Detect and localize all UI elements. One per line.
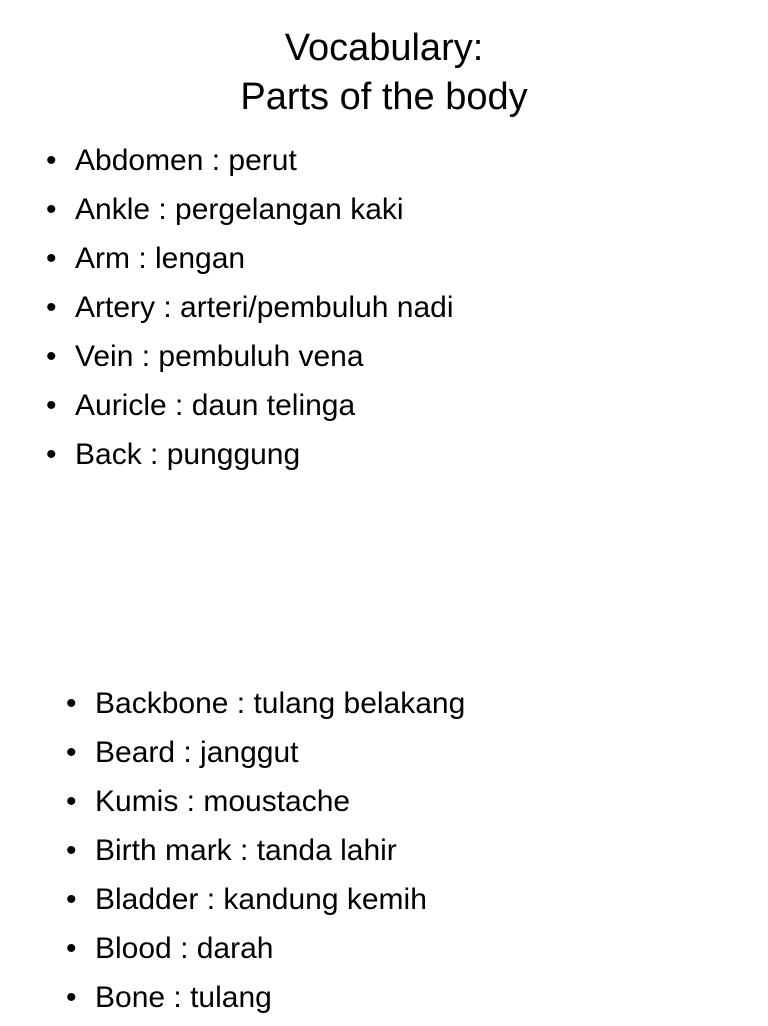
list-item: [46, 140, 466, 181]
bullet: •: [66, 785, 77, 818]
item-text: Backbone : tulang belakang: [95, 687, 466, 720]
bullet: •: [46, 389, 57, 422]
list-item: [46, 385, 466, 426]
list-item: [66, 928, 706, 969]
item-text: Ankle : pergelangan kaki: [75, 193, 404, 226]
bullet: •: [66, 981, 77, 1014]
list-item: [66, 977, 706, 1018]
list-item: [46, 189, 466, 230]
vocabulary-list-1: [46, 140, 466, 483]
list-item: [46, 287, 466, 328]
item-text: Bone : tulang: [95, 981, 272, 1014]
bullet: •: [46, 291, 57, 324]
list-item: [46, 434, 466, 475]
item-text: Beard : janggut: [95, 736, 299, 769]
bullet: •: [46, 193, 57, 226]
list-item: [46, 336, 466, 377]
title-line-1: Vocabulary:: [284, 27, 484, 69]
bullet: •: [46, 340, 57, 373]
list-item: [66, 683, 706, 724]
item-text: Birth mark : tanda lahir: [95, 834, 397, 867]
item-text: Kumis : moustache: [95, 785, 351, 818]
item-text: Auricle : daun telinga: [75, 389, 356, 422]
bullet: •: [66, 687, 77, 720]
bullet: •: [46, 144, 57, 177]
bullet: •: [66, 932, 77, 965]
list-item: [66, 879, 706, 920]
list-item: [66, 830, 706, 871]
item-text: Blood : darah: [95, 932, 274, 965]
vocabulary-list-2: [66, 683, 706, 1026]
bullet: •: [66, 736, 77, 769]
item-text: Abdomen : perut: [75, 144, 297, 177]
list-item: [46, 238, 466, 279]
item-text: Artery : arteri/pembuluh nadi: [75, 291, 454, 324]
bullet: •: [66, 834, 77, 867]
bullet: •: [46, 242, 57, 275]
item-text: Vein : pembuluh vena: [75, 340, 364, 373]
list-item: [66, 781, 706, 822]
item-text: Bladder : kandung kemih: [95, 883, 427, 916]
list-item: [66, 732, 706, 773]
item-text: Arm : lengan: [75, 242, 246, 275]
bullet: •: [46, 438, 57, 471]
title-line-2: Parts of the body: [240, 76, 528, 118]
page-title: [0, 24, 768, 122]
item-text: Back : punggung: [75, 438, 301, 471]
bullet: •: [66, 883, 77, 916]
